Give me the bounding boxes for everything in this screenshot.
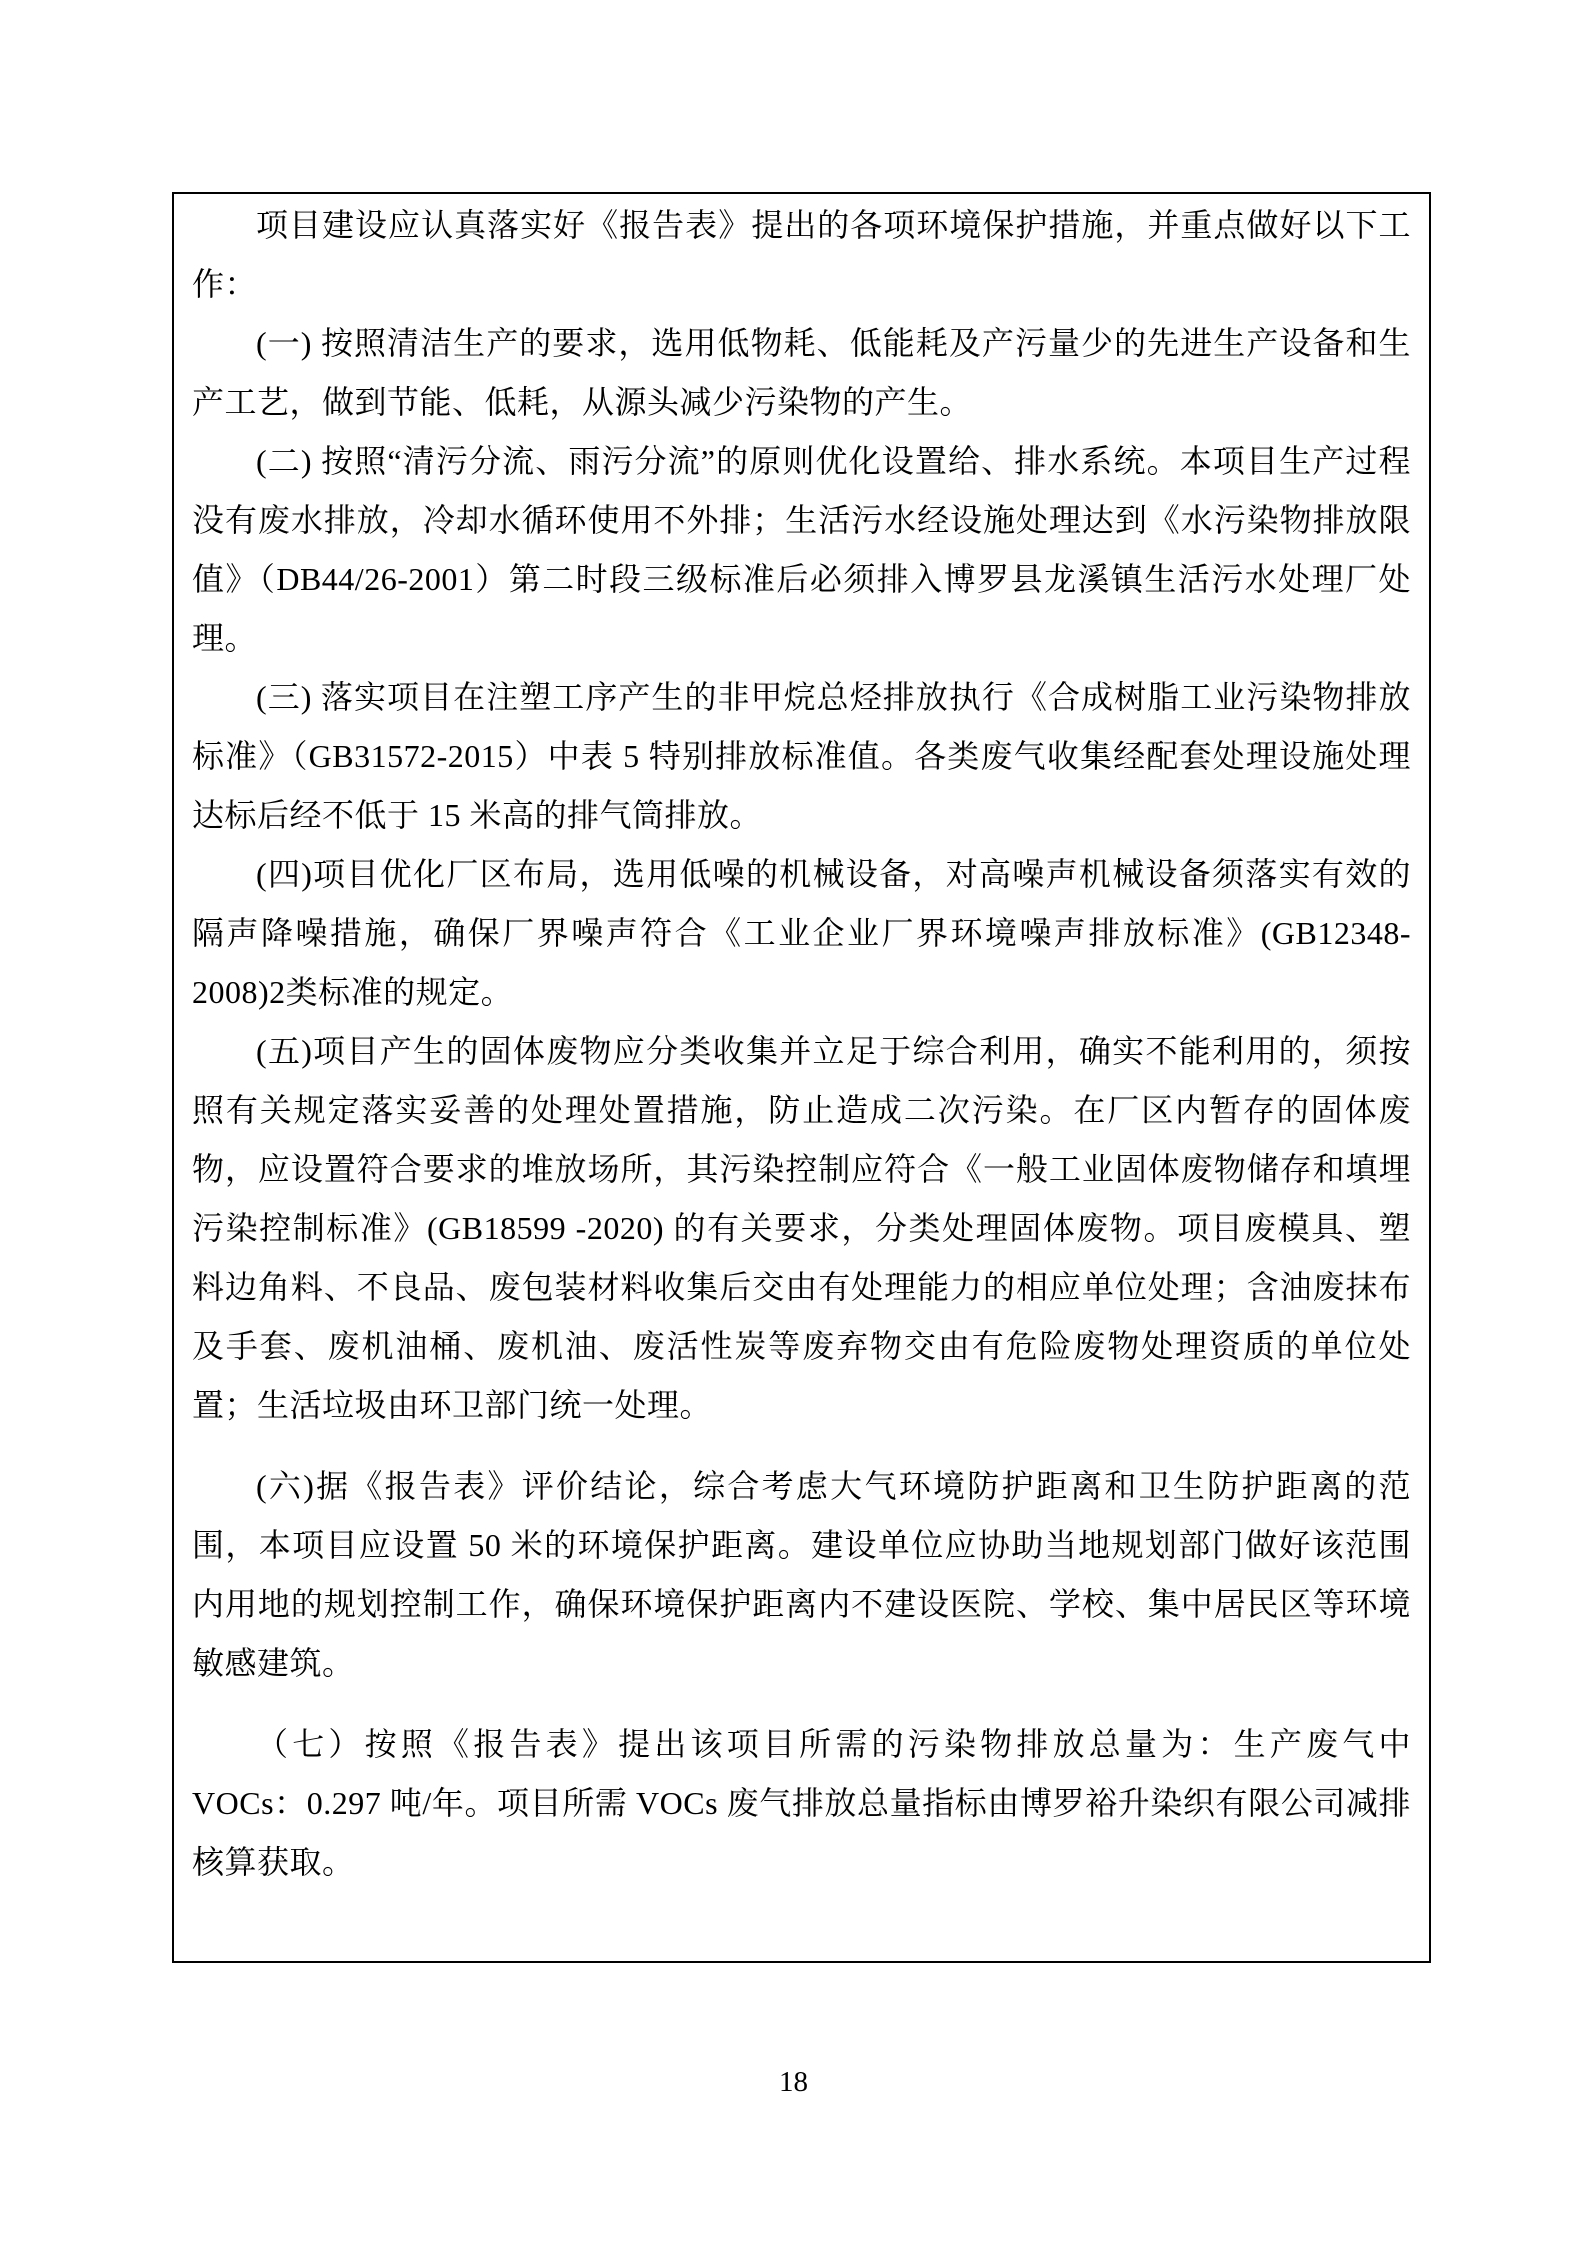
page-number: 18 xyxy=(779,2066,808,2098)
paragraph-item-1: (一) 按照清洁生产的要求，选用低物耗、低能耗及产污量少的先进生产设备和生产工艺，做到节能、低耗，从源头减少污染物的产生。 xyxy=(192,325,1411,420)
paragraph-item-7: （七）按照《报告表》提出该项目所需的污染物排放总量为：生产废气中 VOCs：0.297 吨/年。项目所需 VOCs 废气排放总量指标由博罗裕升染织有限公司减排核算获取。 xyxy=(192,1726,1411,1880)
paragraph-item-3: (三) 落实项目在注塑工序产生的非甲烷总烃排放执行《合成树脂工业污染物排放标准》（GB31572-2015）中表 5 特别排放标准值。各类废气收集经配套处理设施处理达标后经不低于 15 米高的排气筒排放。 xyxy=(192,679,1411,833)
paragraph-item-4: (四)项目优化厂区布局，选用低噪的机械设备，对高噪声机械设备须落实有效的隔声降噪措施，确保厂界噪声符合《工业企业厂界环境噪声排放标准》(GB12348- 2008)2类标准的规定。 xyxy=(192,856,1411,1010)
paragraph-item-5: (五)项目产生的固体废物应分类收集并立足于综合利用，确实不能利用的，须按照有关规定落实妥善的处理处置措施，防止造成二次污染。在厂区内暂存的固体废物，应设置符合要求的堆放场所，其污染控制应符合《一般工业固体废物储存和填埋 污染控制标准》(GB18599 -2020) 的有关要求，分类处理固体废物。项目废模具、塑料边角料、不良品、废包装材料收集后交由有处理能力的相应单位处理；含油废抹布及手套、废机油桶、废机油、废活性炭等废弃物交由有危险废物处理资质的单位处置；生活垃圾由环卫部门统一处理。 xyxy=(192,1033,1411,1423)
paragraph-item-2: (二) 按照“清污分流、雨污分流”的原则优化设置给、排水系统。本项目生产过程没有废水排放，冷却水循环使用不外排；生活污水经设施处理达到《水污染物排放限值》（DB44/26-2001）第二时段三级标准后必须排入博罗县龙溪镇生活污水处理厂处理。 xyxy=(192,443,1411,656)
paragraph-item-6: (六)据《报告表》评价结论，综合考虑大气环境防护距离和卫生防护距离的范围，本项目应设置 50 米的环境保护距离。建设单位应协助当地规划部门做好该范围内用地的规划控制工作，确保环境保护距离内不建设医院、学校、集中居民区等环境敏感建筑。 xyxy=(192,1468,1411,1681)
paragraph-intro: 项目建设应认真落实好《报告表》提出的各项环境保护措施，并重点做好以下工作： xyxy=(192,207,1411,302)
report-measures-box xyxy=(172,192,1431,1963)
